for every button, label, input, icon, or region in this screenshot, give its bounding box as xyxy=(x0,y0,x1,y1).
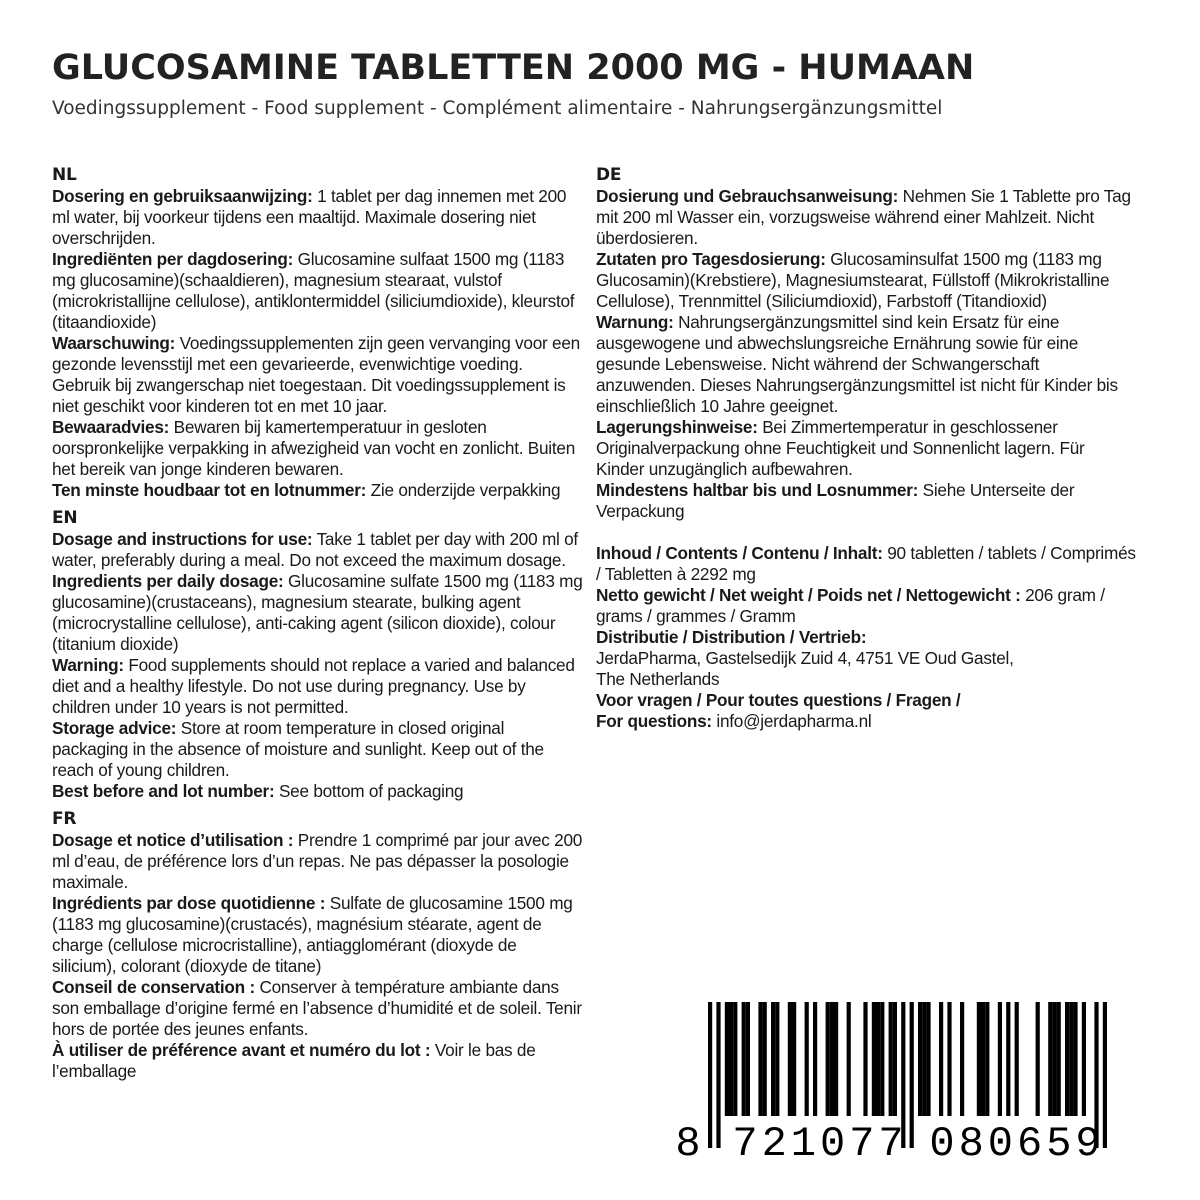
de-dosage: Dosierung und Gebrauchsanweisung: Nehmen Sie 1 Tablette pro Tag mit 200 ml Wasser ein, vorzugsweise während einer Mahlzeit. Nicht überdosieren. xyxy=(596,186,1131,248)
distribution-address: JerdaPharma, Gastelsedijk Zuid 4, 4751 VE Oud Gastel, The Netherlands xyxy=(596,648,1014,689)
barcode-bar xyxy=(960,1002,964,1116)
spacer xyxy=(596,522,1136,543)
barcode-bar xyxy=(863,1002,867,1116)
barcode-bar xyxy=(733,1002,737,1116)
barcode-bar xyxy=(1006,1002,1010,1116)
fr-heading: FR xyxy=(52,809,77,829)
barcode-bar xyxy=(918,1002,922,1116)
contents-info: Inhoud / Contents / Contenu / Inhalt: 90 tabletten / tablets / Comprimés / Tabletten à 2292 mg xyxy=(596,543,1136,584)
right-column xyxy=(596,164,1136,732)
barcode-bar xyxy=(889,1002,893,1116)
barcode-left-digits: 721077 xyxy=(732,1120,908,1158)
contact-email[interactable]: info@jerdapharma.nl xyxy=(711,711,872,731)
barcode-bar xyxy=(1065,1002,1069,1116)
barcode-bar xyxy=(788,1002,792,1116)
product-subtitle: Voedingssupplement - Food supplement - Complément alimentaire - Nahrungsergänzungsmittel xyxy=(52,98,943,119)
nl-heading: NL xyxy=(52,165,77,185)
barcode-bar xyxy=(847,1002,851,1116)
en-storage: Storage advice: Store at room temperature in closed original packaging in the absence of moisture and sunlight. Keep out of the reach of young children. xyxy=(52,718,544,780)
barcode-bar xyxy=(792,1002,796,1116)
barcode-bar xyxy=(981,1002,985,1116)
barcode-bar xyxy=(742,1002,746,1116)
barcode-right-digits: 080659 xyxy=(929,1120,1105,1158)
questions-contact: For questions: info@jerdapharma.nl xyxy=(596,711,872,731)
barcode-first-digit: 8 xyxy=(675,1120,701,1158)
questions-label: Voor vragen / Pour toutes questions / Fragen / xyxy=(596,690,961,710)
barcode-bar xyxy=(775,1002,779,1116)
barcode-bar xyxy=(872,1002,876,1116)
barcode-bar xyxy=(1069,1002,1073,1116)
barcode-bar xyxy=(1048,1002,1052,1116)
de-ingredients: Zutaten pro Tagesdosierung: Glucosaminsulfat 1500 mg (1183 mg Glucosamin)(Krebstiere), Magnesiumstearat, Füllstoff (Mikrokristalline Cellulose), Trennmittel (Siliciumdioxid), Farbstoff (Titandioxid) xyxy=(596,249,1110,311)
product-title: GLUCOSAMINE TABLETTEN 2000 MG - HUMAAN xyxy=(52,48,975,88)
barcode-bar xyxy=(763,1002,767,1116)
ean-barcode xyxy=(672,998,1142,1158)
barcode-bar xyxy=(977,1002,981,1116)
distribution-label: Distributie / Distribution / Vertrieb: xyxy=(596,627,867,647)
barcode-bar xyxy=(1082,1002,1086,1116)
barcode-bar xyxy=(876,1002,880,1116)
barcode-bar xyxy=(922,1002,926,1116)
barcode-bar xyxy=(826,1002,830,1116)
barcode-bar xyxy=(1052,1002,1056,1116)
left-column xyxy=(52,164,584,1082)
barcode-guard-bar xyxy=(716,1002,720,1148)
barcode-guard-bar xyxy=(708,1002,712,1148)
barcode-bar xyxy=(985,1002,989,1116)
barcode-bar xyxy=(939,1002,943,1116)
barcode-bar xyxy=(1036,1002,1040,1116)
nl-warning: Waarschuwing: Voedingssupplementen zijn geen vervanging voor een gezonde levensstijl met een gevarieerde, evenwichtige voeding. Gebruik bij zwangerschap niet toegestaan. Dit voedingssupplement is niet geschikt voor kinderen tot en met 10 jaar. xyxy=(52,333,580,416)
en-best-before: Best before and lot number: See bottom of packaging xyxy=(52,781,464,801)
nl-best-before: Ten minste houdbaar tot en lotnummer: Zie onderzijde verpakking xyxy=(52,480,561,500)
barcode-bar xyxy=(725,1002,729,1116)
barcode-bar xyxy=(830,1002,834,1116)
barcode-bar xyxy=(926,1002,930,1116)
barcode-bar xyxy=(1073,1002,1077,1116)
barcode-bar xyxy=(805,1002,809,1116)
barcode-bar xyxy=(1057,1002,1061,1116)
barcode-bar xyxy=(729,1002,733,1116)
fr-ingredients: Ingrédients par dose quotidienne : Sulfate de glucosamine 1500 mg (1183 mg glucosamine)(crustacés), magnésium stéarate, agent de charge (cellulose microcristalline), antiagglomérant (dioxyde de silicium), colorant (dioxyde de titane) xyxy=(52,893,573,976)
barcode-bar xyxy=(758,1002,762,1116)
barcode-bar xyxy=(746,1002,750,1116)
nl-storage: Bewaaradvies: Bewaren bij kamertemperatuur in gesloten oorspronkelijke verpakking in afwezigheid van vocht en zonlicht. Buiten het bereik van jonge kinderen bewaren. xyxy=(52,417,576,479)
fr-dosage: Dosage et notice d’utilisation : Prendre 1 comprimé par jour avec 200 ml d’eau, de préférence lors d’un repas. Ne pas dépasser la posologie maximale. xyxy=(52,830,583,892)
de-heading: DE xyxy=(596,165,622,185)
en-heading: EN xyxy=(52,508,78,528)
en-ingredients: Ingredients per daily dosage: Glucosamine sulfate 1500 mg (1183 mg glucosamine)(crustaceans), magnesium stearate, bulking agent (microcrystalline cellulose), anti-caking agent (silicon dioxide), colour (titanium dioxide) xyxy=(52,571,583,654)
en-dosage: Dosage and instructions for use: Take 1 tablet per day with 200 ml of water, preferably during a meal. Do not exceed the maximum dosage. xyxy=(52,529,578,570)
barcode-bar xyxy=(998,1002,1002,1116)
nl-dosage: Dosering en gebruiksaanwijzing: 1 tablet per dag innemen met 200 ml water, bij voorkeur tijdens een maaltijd. Maximale dosering niet overschrijden. xyxy=(52,186,567,248)
net-weight-info: Netto gewicht / Net weight / Poids net / Nettogewicht : 206 gram / grams / grammes / Gramm xyxy=(596,585,1105,626)
barcode-guard-bar xyxy=(910,1002,914,1148)
barcode-bar xyxy=(947,1002,951,1116)
barcode-bar xyxy=(771,1002,775,1116)
barcode-bar xyxy=(1015,1002,1019,1116)
en-warning: Warning: Food supplements should not replace a varied and balanced diet and a healthy lifestyle. Do not use during pregnancy. Use by children under 10 years is not permitted. xyxy=(52,655,575,717)
barcode-bar xyxy=(834,1002,838,1116)
nl-ingredients: Ingrediënten per dagdosering: Glucosamine sulfaat 1500 mg (1183 mg glucosamine)(schaaldieren), magnesium stearaat, vulstof (microkristallijne cellulose), antiklontermiddel (siliciumdioxide), kleurstof (titaandioxide) xyxy=(52,249,575,332)
barcode-bar xyxy=(880,1002,884,1116)
fr-storage: Conseil de conservation : Conserver à température ambiante dans son emballage d’origine fermé en l’absence d’humidité et de soleil. Tenir hors de portée des jeunes enfants. xyxy=(52,977,582,1039)
de-storage: Lagerungshinweise: Bei Zimmertemperatur in geschlossener Originalverpackung ohne Feuchtigkeit und Sonnenlicht lagern. Für Kinder unzugänglich aufbewahren. xyxy=(596,417,1085,479)
de-best-before: Mindestens haltbar bis und Losnummer: Siehe Unterseite der Verpackung xyxy=(596,480,1075,521)
de-warning: Warnung: Nahrungsergänzungsmittel sind kein Ersatz für eine ausgewogene und abwechslungsreiche Ernährung sowie für eine gesunde Lebensweise. Nicht während der Schwangerschaft anzuwenden. Dieses Nahrungsergänzungsmittel ist nicht für Kinder bis einschließlich 10 Jahre geeignet. xyxy=(596,312,1118,416)
barcode-bar xyxy=(893,1002,897,1116)
fr-best-before: À utiliser de préférence avant et numéro du lot : Voir le bas de l’emballage xyxy=(52,1040,536,1081)
barcode-bar xyxy=(813,1002,817,1116)
